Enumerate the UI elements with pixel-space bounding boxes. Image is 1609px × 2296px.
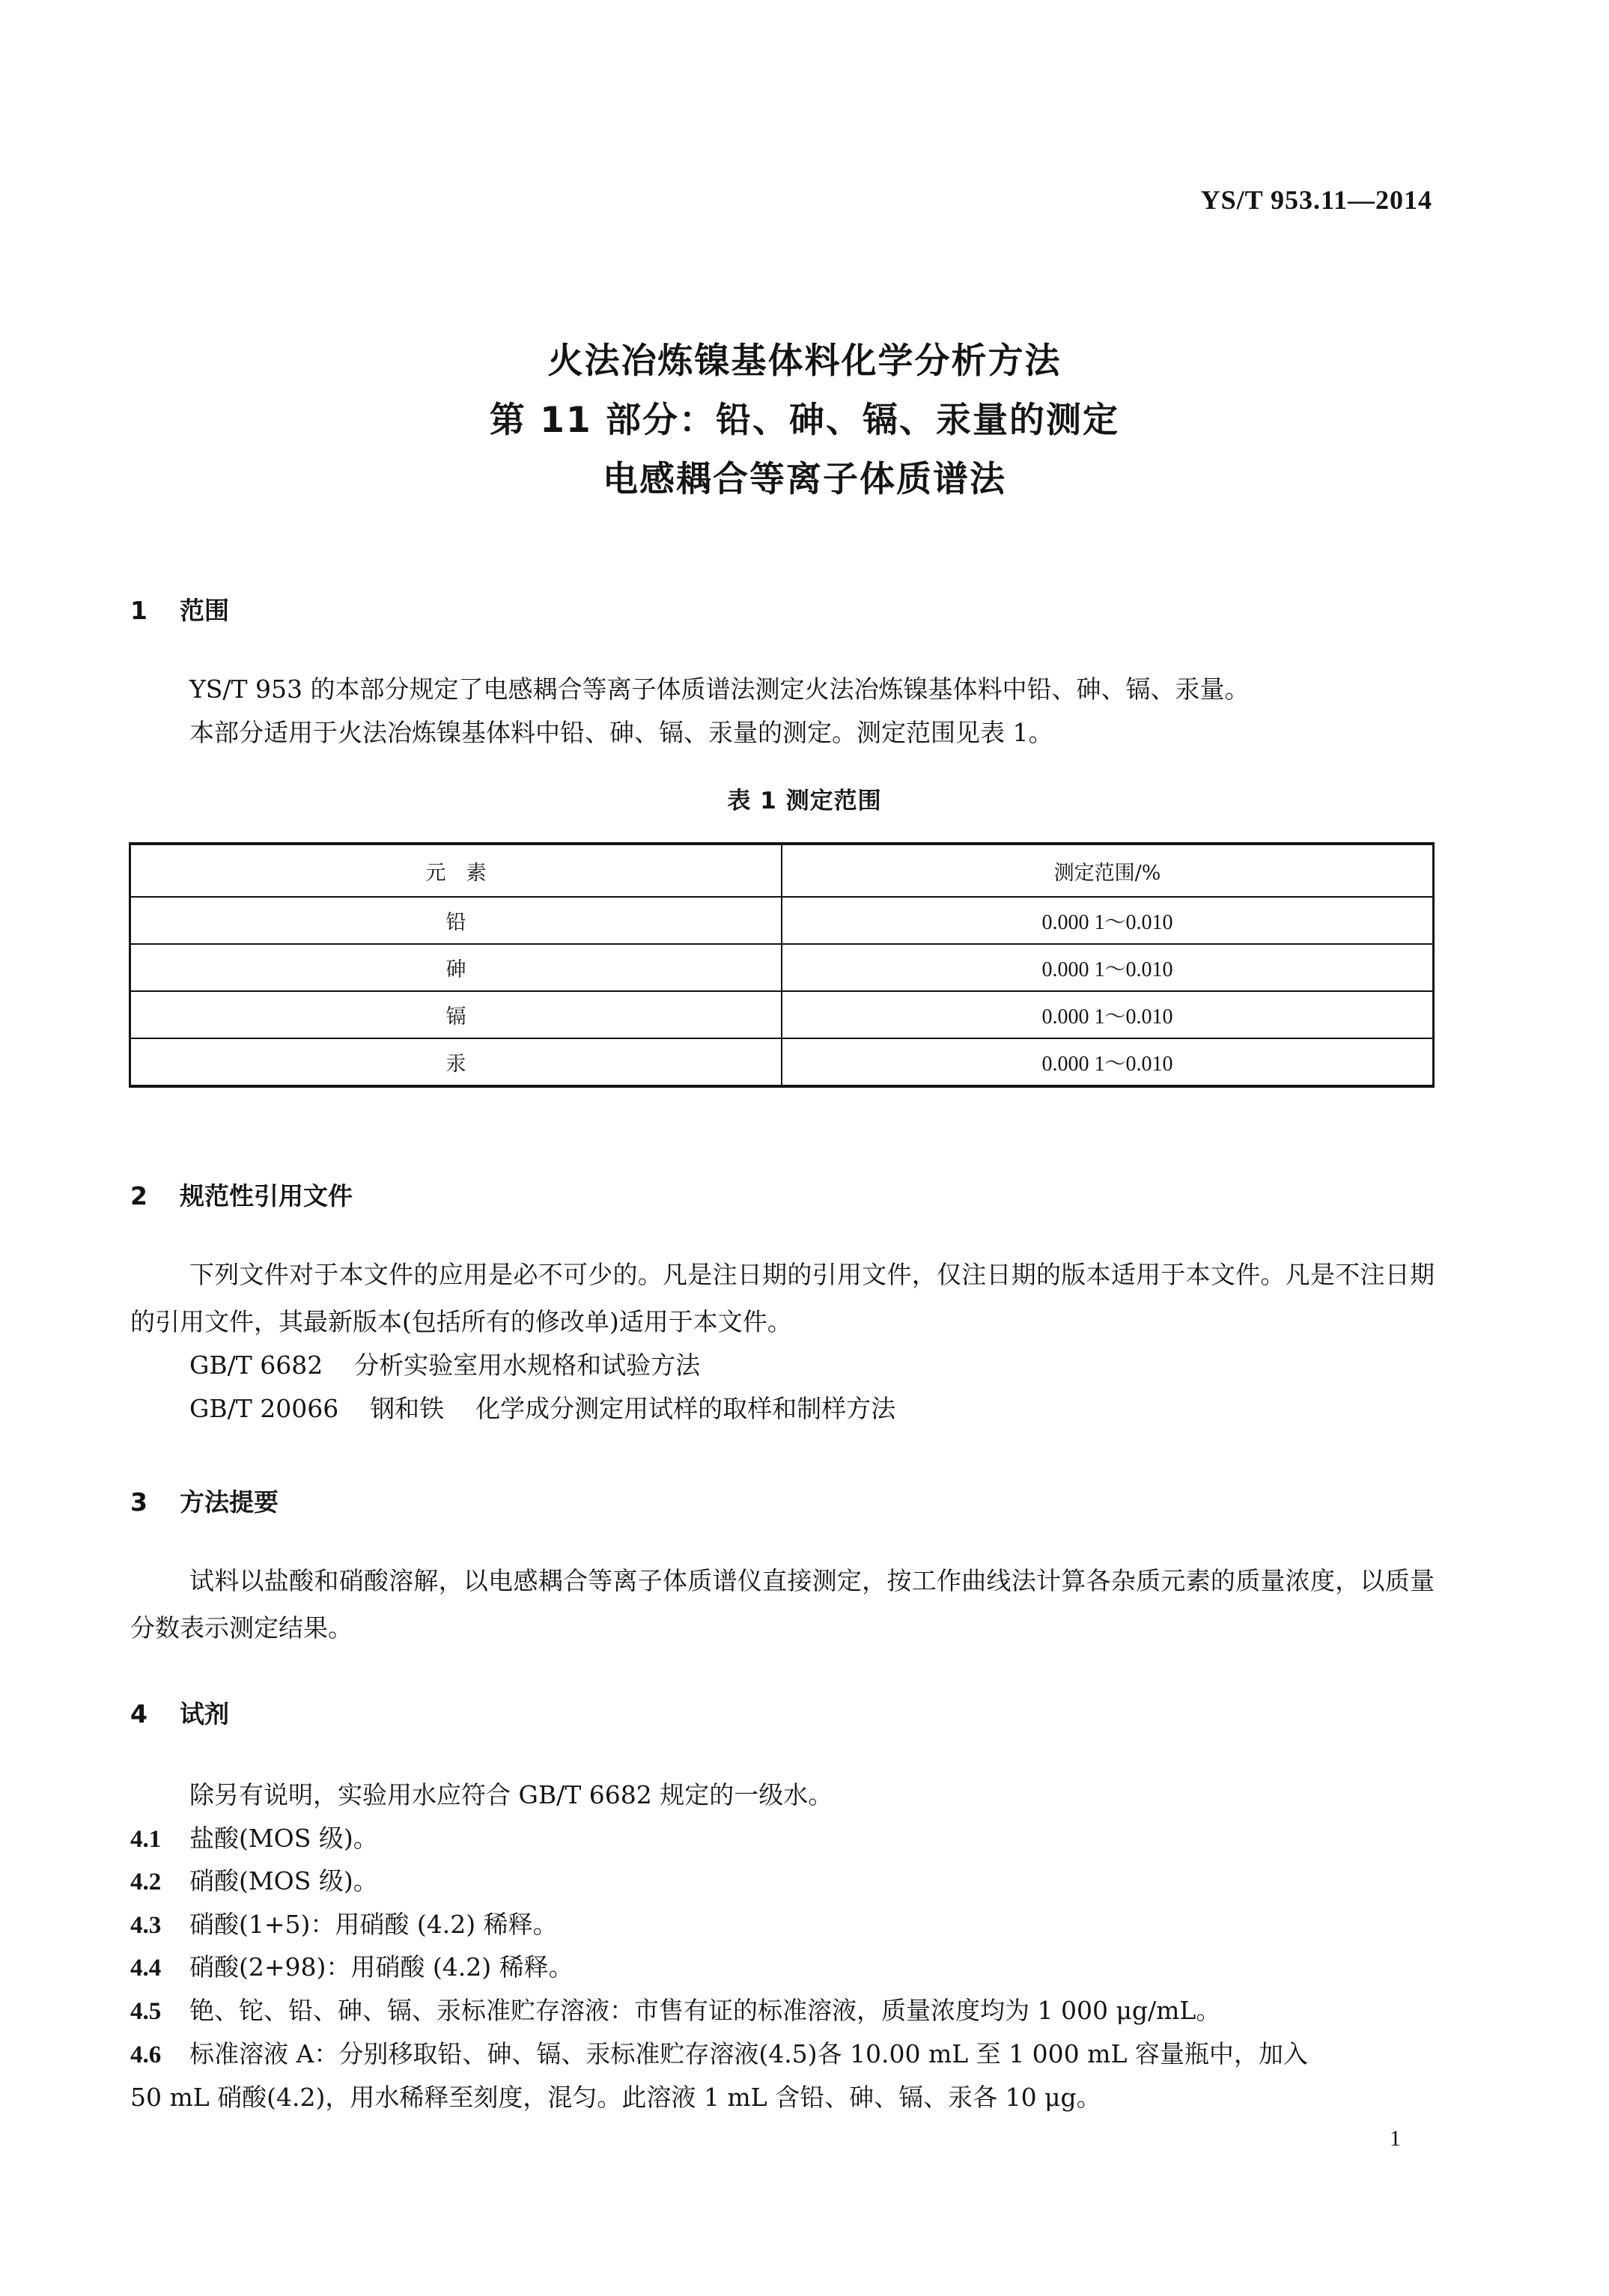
column-header-element: 元 素 <box>130 844 782 897</box>
reagent-item <box>130 1819 378 1854</box>
section-3-heading <box>130 1483 279 1518</box>
table-row <box>130 991 1434 1038</box>
section-number: 1 <box>130 596 147 625</box>
element-cell: 砷 <box>130 944 782 991</box>
item-number: 4.6 <box>130 2041 162 2068</box>
item-text: 硝酸(2+98)：用硝酸 (4.2) 稀释。 <box>189 1952 574 1982</box>
section-number: 3 <box>130 1487 147 1517</box>
range-cell: 0.000 1～0.010 <box>782 897 1434 944</box>
reagent-item <box>130 1905 558 1940</box>
item-text: 硝酸(1+5)：用硝酸 (4.2) 稀释。 <box>189 1910 558 1939</box>
item-number: 4.5 <box>130 1998 162 2025</box>
section-1-paragraph-2: 本部分适用于火法冶炼镍基体料中铅、砷、镉、汞量的测定。测定范围见表 1。 <box>189 718 1053 747</box>
title-line-3: 电感耦合等离子体质谱法 <box>603 459 1006 500</box>
table-row <box>130 944 1434 991</box>
element-cell: 铅 <box>130 897 782 944</box>
section-1-heading <box>130 591 229 627</box>
section-number: 2 <box>130 1181 147 1211</box>
item-number: 4.1 <box>130 1826 162 1853</box>
item-text: 铯、铊、铅、砷、镉、汞标准贮存溶液：市售有证的标准溶液，质量浓度均为 1 000 μg/mL。 <box>189 1996 1221 2025</box>
measurement-range-table <box>129 842 1435 1088</box>
standard-code: YS/T 953.11—2014 <box>1200 185 1432 215</box>
table-row <box>130 1038 1434 1086</box>
element-cell: 汞 <box>130 1038 782 1086</box>
reagent-item-continuation: 50 mL 硝酸(4.2)，用水稀释至刻度，混匀。此溶液 1 mL 含铅、砷、镉、汞各 10 μg。 <box>130 2083 1101 2112</box>
item-text: 标准溶液 A：分别移取铅、砷、镉、汞标准贮存溶液(4.5)各 10.00 mL 至 1 000 mL 容量瓶中，加入 <box>189 2039 1308 2068</box>
section-4-intro: 除另有说明，实验用水应符合 GB/T 6682 规定的一级水。 <box>189 1780 833 1809</box>
normative-reference: GB/T 6682 分析实验室用水规格和试验方法 <box>189 1351 701 1380</box>
section-2-paragraph: 下列文件对于本文件的应用是必不可少的。凡是注日期的引用文件，仅注日期的版本适用于本文件。凡是不注日期的引用文件，其最新版本(包括所有的修改单)适用于本文件。 <box>130 1260 1435 1336</box>
reagent-item <box>130 1862 378 1897</box>
title-line-2: 第 11 部分：铅、砷、镉、汞量的测定 <box>489 400 1120 441</box>
section-number: 4 <box>130 1699 147 1729</box>
reagent-item <box>130 1991 1220 2026</box>
item-number: 4.2 <box>130 1869 162 1895</box>
section-title: 试剂 <box>180 1699 229 1729</box>
reagent-item <box>130 2035 1308 2070</box>
section-3-paragraph: 试料以盐酸和硝酸溶解，以电感耦合等离子体质谱仪直接测定，按工作曲线法计算各杂质元素的质量浓度，以质量分数表示测定结果。 <box>130 1566 1435 1642</box>
column-header-range: 测定范围/% <box>782 844 1434 897</box>
element-cell: 镉 <box>130 991 782 1038</box>
section-title: 方法提要 <box>180 1487 279 1517</box>
section-2-heading <box>130 1177 353 1212</box>
reagent-item <box>130 1948 574 1983</box>
table-row <box>130 897 1434 944</box>
section-1-paragraph-1: YS/T 953 的本部分规定了电感耦合等离子体质谱法测定火法冶炼镍基体料中铅、砷、镉、汞量。 <box>189 675 1250 704</box>
item-text: 硝酸(MOS 级)。 <box>189 1866 378 1895</box>
normative-reference: GB/T 20066 钢和铁 化学成分测定用试样的取样和制样方法 <box>189 1394 896 1423</box>
table-caption: 表 1 测定范围 <box>727 788 882 814</box>
item-number: 4.3 <box>130 1912 162 1939</box>
item-number: 4.4 <box>130 1955 162 1982</box>
range-cell: 0.000 1～0.010 <box>782 944 1434 991</box>
section-title: 规范性引用文件 <box>180 1181 353 1211</box>
title-line-1: 火法冶炼镍基体料化学分析方法 <box>547 341 1062 382</box>
range-cell: 0.000 1～0.010 <box>782 1038 1434 1086</box>
range-cell: 0.000 1～0.010 <box>782 991 1434 1038</box>
section-title: 范围 <box>180 596 229 625</box>
table-header-row <box>130 844 1434 897</box>
page-number: 1 <box>1390 2126 1401 2151</box>
section-4-heading <box>130 1695 229 1730</box>
item-text: 盐酸(MOS 级)。 <box>189 1824 378 1853</box>
